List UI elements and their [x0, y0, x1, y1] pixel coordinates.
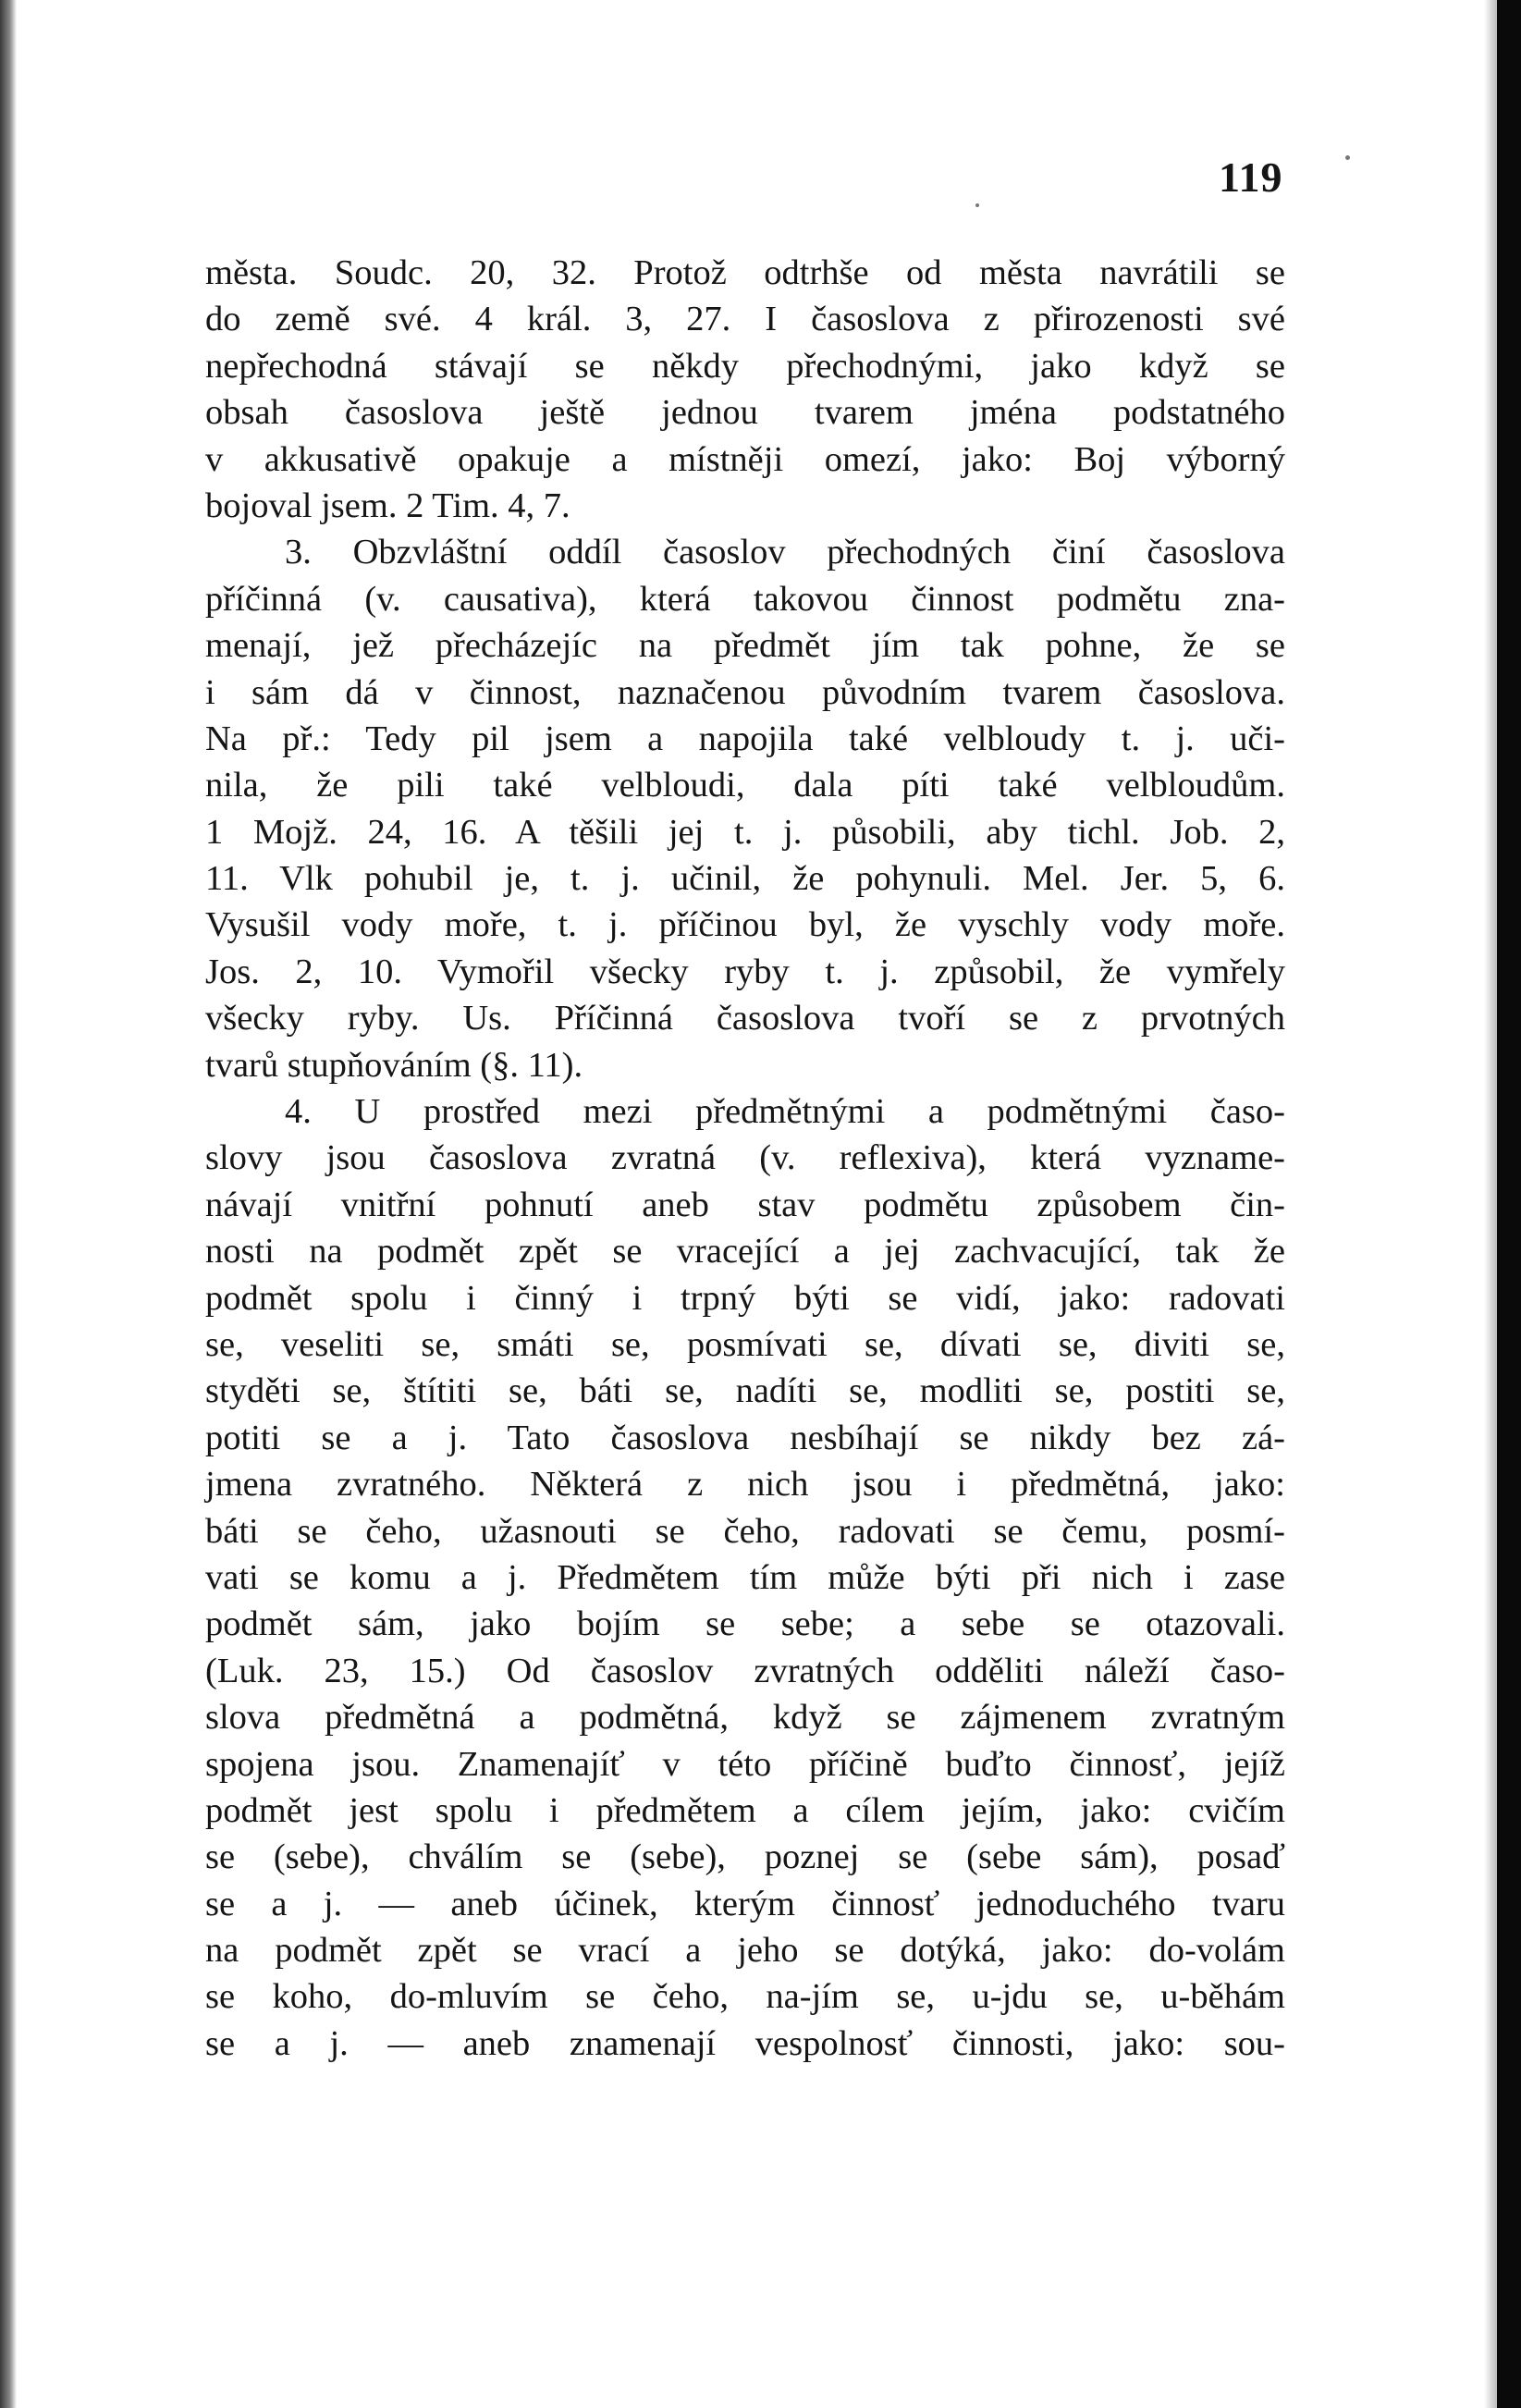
text-line: obsah časoslova ještě jednou tvarem jména podstatného: [205, 393, 1285, 433]
text-line: návají vnitřní pohnutí aneb stav podmětu způsobem čin-: [205, 1185, 1285, 1224]
text-line: bojoval jsem. 2 Tim. 4, 7.: [205, 485, 570, 525]
text-line: slovy jsou časoslova zvratná (v. reflexiva), která vyzname-: [205, 1138, 1285, 1178]
text-line: v akkusativě opakuje a místněji omezí, jako: Boj výborný: [205, 439, 1285, 479]
text-line: i sám dá v činnost, naznačenou původním tvarem časoslova.: [205, 672, 1285, 712]
scan-right-edge-fade: [1484, 0, 1497, 2408]
text-line: spojena jsou. Znamenajíť v této příčině buďto činnosť, jejíž: [205, 1744, 1285, 1784]
text-line: se (sebe), chválím se (sebe), poznej se (sebe sám), posaď: [205, 1837, 1285, 1877]
text-line: města. Soudc. 20, 32. Protož odtrhše od města navrátili se: [205, 253, 1285, 292]
text-line: 3. Obzvláštní oddíl časoslov přechodných činí časoslova: [285, 533, 1285, 572]
text-line: se a j. — aneb znamenají vespolnosť činnosti, jako: sou-: [205, 2023, 1285, 2063]
text-line: se a j. — aneb účinek, kterým činnosť jednoduchého tvaru: [205, 1884, 1285, 1923]
text-line: vati se komu a j. Předmětem tím může býti při nich i zase: [205, 1557, 1285, 1597]
scan-right-edge: [1497, 0, 1521, 2408]
text-line: nepřechodná stávají se někdy přechodnými, jako když se: [205, 346, 1285, 386]
text-line: slova předmětná a podmětná, když se zájmenem zvratným: [205, 1698, 1285, 1738]
body-text: [205, 250, 1285, 2067]
text-line: příčinná (v. causativa), která takovou činnost podmětu zna-: [205, 579, 1285, 619]
scan-speck: [1345, 155, 1350, 160]
text-line: báti se čeho, užasnouti se čeho, radovati se čemu, posmí-: [205, 1511, 1285, 1551]
scan-left-shadow: [0, 0, 17, 2408]
text-line: do země své. 4 král. 3, 27. I časoslova z přirozenosti své: [205, 300, 1285, 339]
text-line: se koho, do-mluvím se čeho, na-jím se, u-jdu se, u-běhám: [205, 1977, 1285, 2017]
text-line: (Luk. 23, 15.) Od časoslov zvratných odděliti náleží časo-: [205, 1651, 1285, 1690]
text-line: podmět spolu i činný i trpný býti se vidí, jako: radovati: [205, 1278, 1285, 1318]
text-line: potiti se a j. Tato časoslova nesbíhají se nikdy bez zá-: [205, 1418, 1285, 1457]
text-line: Na př.: Tedy pil jsem a napojila také velbloudy t. j. uči-: [205, 719, 1285, 758]
text-line: se, veseliti se, smáti se, posmívati se, dívati se, diviti se,: [205, 1324, 1285, 1364]
text-line: podmět jest spolu i předmětem a cílem jejím, jako: cvičím: [205, 1790, 1285, 1830]
scan-speck: [975, 203, 979, 207]
text-line: nila, že pili také velbloudi, dala píti také velbloudům.: [205, 766, 1285, 805]
text-line: 11. Vlk pohubil je, t. j. učinil, že pohynuli. Mel. Jer. 5, 6.: [205, 859, 1285, 899]
text-line: na podmět zpět se vrací a jeho se dotýká, jako: do-volám: [205, 1931, 1285, 1971]
text-line: 1 Mojž. 24, 16. A těšili jej t. j. působili, aby tichl. Job. 2,: [205, 812, 1285, 852]
text-line: tvarů stupňováním (§. 11).: [205, 1045, 583, 1085]
text-line: styděti se, štítiti se, báti se, nadíti se, modliti se, postiti se,: [205, 1371, 1285, 1411]
page-number: 119: [1219, 154, 1283, 201]
text-line: Vysušil vody moře, t. j. příčinou byl, že vyschly vody moře.: [205, 905, 1285, 945]
text-line: podmět sám, jako bojím se sebe; a sebe se otazovali.: [205, 1604, 1285, 1644]
text-line: nosti na podmět zpět se vracející a jej zachvacující, tak že: [205, 1232, 1285, 1272]
text-line: jmena zvratného. Některá z nich jsou i předmětná, jako:: [205, 1465, 1285, 1505]
text-line: Jos. 2, 10. Vymořil všecky ryby t. j. způsobil, že vymřely: [205, 952, 1285, 991]
text-line: všecky ryby. Us. Příčinná časoslova tvoří se z prvotných: [205, 999, 1285, 1038]
text-line: menají, jež přecházejíc na předmět jím tak pohne, že se: [205, 626, 1285, 666]
text-line: 4. U prostřed mezi předmětnými a podmětnými časo-: [285, 1092, 1285, 1132]
